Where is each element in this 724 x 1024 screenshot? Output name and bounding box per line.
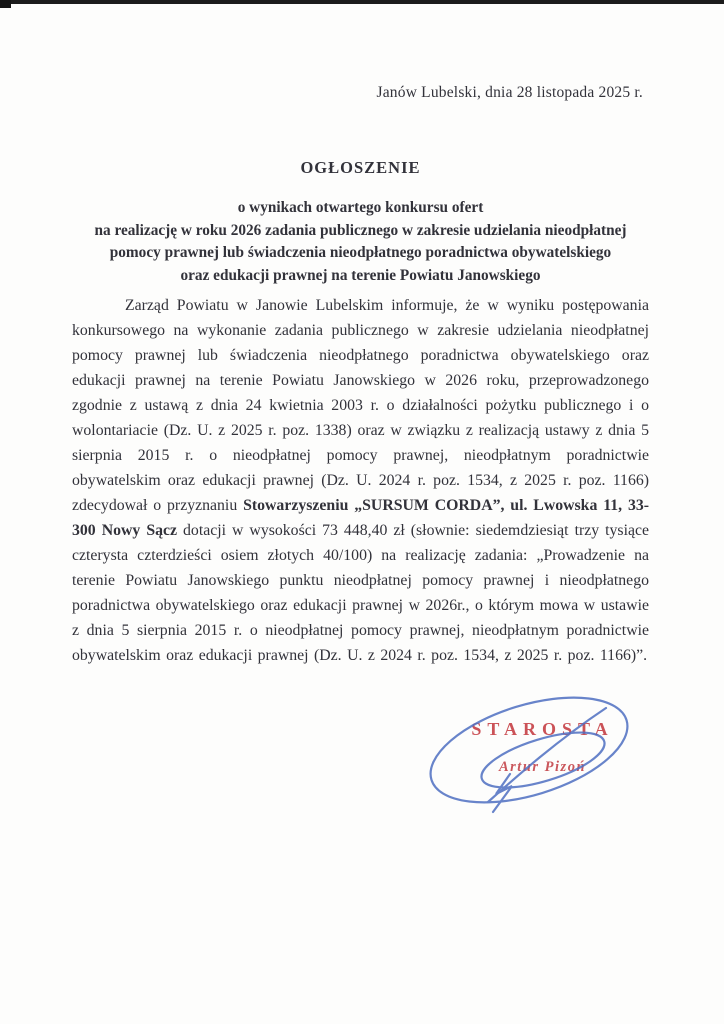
official-stamp-and-signature xyxy=(430,690,655,835)
subtitle-line: pomocy prawnej lub świadczenia nieodpłatnego poradnictwa obywatelskiego xyxy=(109,244,612,262)
subtitle-line: o wynikach otwartego konkursu ofert xyxy=(237,199,484,216)
stamp-office-title: STAROSTA xyxy=(471,719,614,739)
body-paragraph xyxy=(72,293,649,668)
subtitle-line: na realizację w roku 2026 zadania publicznego w zakresie udzielania nieodpłatnej xyxy=(94,221,627,239)
grantee-name-and-address: Stowarzyszeniu „SURSUM CORDA”, ul. Lwowska 11, 33-300 Nowy Sącz xyxy=(72,497,650,539)
document-subtitle xyxy=(52,197,669,287)
subtitle-line: oraz edukacji prawnej na terenie Powiatu Janowskiego xyxy=(180,266,541,284)
scan-artifact-corner xyxy=(0,0,11,8)
date-line: Janów Lubelski, dnia 28 listopada 2025 r. xyxy=(376,84,643,101)
scan-artifact-top-edge xyxy=(0,0,724,4)
document-title: OGŁOSZENIE xyxy=(300,158,421,177)
body-text-part-2: dotacji w wysokości 73 448,40 zł (słownie: siedemdziesiąt trzy tysiące czterysta czterdzieści osiem złotych 40/100) na realizację zadania: „Prowadzenie na terenie Powiatu Janowskiego punktu nieodpłatnej pomocy prawnej i nieodpłatnego poradnictwa obywatelskiego oraz edukacji prawnej w 2026r., o którym mowa w ustawie z dnia 5 sierpnia 2015 r. o nieodpłatnej pomocy prawnej, nieodpłatnym poradnictwie obywatelskim oraz edukacji prawnej (Dz. U. z 2024 r. poz. 1534, z 2025 r. poz. 1166)”. xyxy=(72,522,649,664)
handwritten-signature-icon xyxy=(430,690,655,835)
stamp-signer-name: Artur Pizoń xyxy=(498,759,587,775)
body-text-part-1: Zarząd Powiatu w Janowie Lubelskim informuje, że w wyniku postępowania konkursowego na wykonanie zadania publicznego w zakresie udzielania nieodpłatnej pomocy prawnej lub świadczenia nieodpłatnego poradnictwa obywatelskiego oraz edukacji prawnej na terenie Powiatu Janowskiego w 2026 roku, przeprowadzonego zgodnie z ustawą z dnia 24 kwietnia 2003 r. o działalności pożytku publicznego i o wolontariacie (Dz. U. z 2025 r. poz. 1338) oraz w związku z realizacją ustawy z dnia 5 sierpnia 2015 r. o nieodpłatnej pomocy prawnej, nieodpłatnym poradnictwie obywatelskim oraz edukacji prawnej (Dz. U. 2024 r. poz. 1534, z 2025 r. poz. 1166) zdecydował o przyznaniu xyxy=(72,297,649,514)
